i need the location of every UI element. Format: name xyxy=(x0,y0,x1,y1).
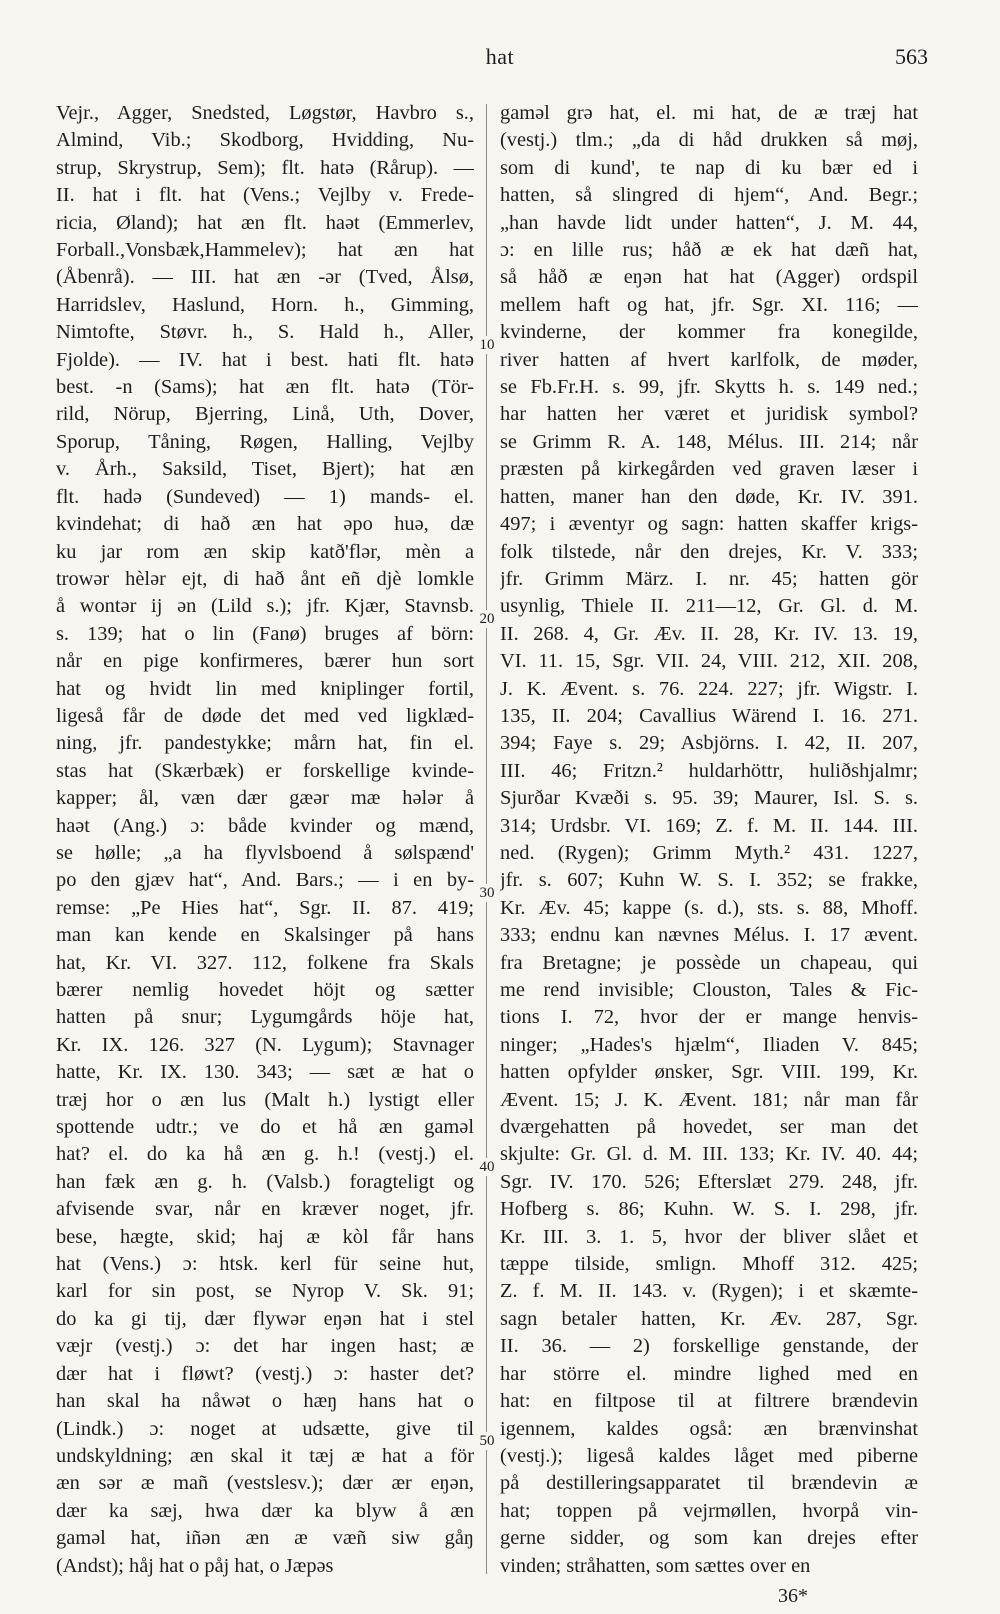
text-line: (vestj.) tlm.; „da di håd drukken så møj, xyxy=(500,129,918,152)
text-line: stas hat (Skærbæk) er forskellige kvinde- xyxy=(56,759,474,782)
text-line: så håð æ eŋən hat hat (Agger) ordspil xyxy=(500,266,918,289)
left-column xyxy=(56,100,474,1580)
text-line: ricia, Øland); hat æn flt. haət (Emmerlev, xyxy=(56,211,474,234)
text-line: v. Årh., Saksild, Tiset, Bjert); hat æn xyxy=(56,458,474,481)
text-line: hatten på snur; Lygumgårds höje hat, xyxy=(56,1006,474,1029)
text-line: han skal ha nåwət o hæŋ hans hat o xyxy=(56,1390,474,1413)
text-line: jfr. s. 607; Kuhn W. S. I. 352; se frakke, xyxy=(500,869,918,892)
text-line: kapper; ål, væn dær gæər mæ hələr å xyxy=(56,787,474,810)
text-line: mellem haft og hat, jfr. Sgr. XI. 116; — xyxy=(500,293,918,316)
text-line: haət (Ang.) ɔ: både kvinder og mænd, xyxy=(56,814,474,837)
text-line: Fjolde). — IV. hat i best. hati flt. hatə xyxy=(56,348,474,371)
text-line: hatten, maner han den døde, Kr. IV. 391. xyxy=(500,485,918,508)
text-line: karl for sin post, se Nyrop V. Sk. 91; xyxy=(56,1280,474,1303)
text-line: se Fb.Fr.H. s. 99, jfr. Skytts h. s. 149 ned.; xyxy=(500,376,918,399)
text-line: hat og hvidt lin med kniplinger fortil, xyxy=(56,677,474,700)
running-head: hat xyxy=(485,44,515,69)
text-line: (Lindk.) ɔ: noget at udsætte, give til xyxy=(56,1417,474,1440)
text-line: Hofberg s. 86; Kuhn. W. S. I. 298, jfr. xyxy=(500,1198,918,1221)
text-line: 333; endnu kan nævnes Mélus. I. 17 ævent. xyxy=(500,924,918,947)
text-line: ninger; „Hades's hjælm“, Iliaden V. 845; xyxy=(500,1033,918,1056)
text-line: strup, Skrystrup, Sem); flt. hatə (Rårup). — xyxy=(56,156,474,179)
text-line: Sjurðar Kvæði s. 95. 39; Maurer, Isl. S. s. xyxy=(500,787,918,810)
text-line: s. 139; hat o lin (Fanø) bruges af börn: xyxy=(56,622,474,645)
text-line: når en pige konfirmeres, bærer hun sort xyxy=(56,650,474,673)
text-line: hat? el. do ka hå æn g. h.! (vestj.) el. xyxy=(56,1143,474,1166)
text-line: dværgehatten på hovedet, ser man det xyxy=(500,1116,918,1139)
signature-mark: 36* xyxy=(778,1585,808,1607)
text-line: har hatten her været et juridisk symbol? xyxy=(500,403,918,426)
text-line: Kr. III. 3. 1. 5, hvor der bliver slået et xyxy=(500,1225,918,1248)
text-line: præsten på kirkegården ved graven læser i xyxy=(500,458,918,481)
text-line: gaməl hat, iñən æn æ væñ siw gåŋ xyxy=(56,1527,474,1550)
line-number-50: 50 xyxy=(477,1432,497,1450)
text-line: se Grimm R. A. 148, Mélus. III. 214; når xyxy=(500,430,918,453)
text-line: ɔ: en lille rus; håð æ ek hat dæñ hat, xyxy=(500,239,918,262)
text-line: folk tilstede, når den drejes, Kr. V. 333; xyxy=(500,540,918,563)
text-line: skjulte: Gr. Gl. d. M. III. 133; Kr. IV. 40. 44; xyxy=(500,1143,918,1166)
text-line: 135, II. 204; Cavallius Wärend I. 16. 271. xyxy=(500,704,918,727)
text-line: vinden; stråhatten, som sættes over en xyxy=(500,1554,811,1577)
text-line: kvinderne, der kommer fra konegilde, xyxy=(500,321,918,344)
text-line: ku jar rom æn skip katð'flər, mèn a xyxy=(56,540,474,563)
text-line: har större el. mindre lighed med en xyxy=(500,1362,918,1385)
text-line: usynlig, Thiele II. 211—12, Gr. Gl. d. M. xyxy=(500,595,918,618)
text-line: på destilleringsapparatet til brændevin æ xyxy=(500,1472,918,1495)
line-number-20: 20 xyxy=(477,610,497,628)
text-line: river hatten af hvert karlfolk, de møder, xyxy=(500,348,918,371)
text-line: igennem, kaldes også: æn brænvinshat xyxy=(500,1417,918,1440)
text-line: Z. f. M. II. 143. v. (Rygen); i et skæmte- xyxy=(500,1280,918,1303)
page-number: 563 xyxy=(895,44,928,69)
text-line: III. 46; Fritzn.² huldarhöttr, huliðshjalmr; xyxy=(500,759,918,782)
text-line: Nimtofte, Støvr. h., S. Hald h., Aller, xyxy=(56,321,474,344)
text-line: hat; toppen på vejrmøllen, hvorpå vin- xyxy=(500,1499,918,1522)
text-line: dær hat i fløwt? (vestj.) ɔ: haster det? xyxy=(56,1362,474,1385)
text-line: flt. hadə (Sundeved) — 1) mands- el. xyxy=(56,485,474,508)
text-line: tæppe tilside, smlign. Mhoff 312. 425; xyxy=(500,1253,918,1276)
text-line: væjr (vestj.) ɔ: det har ingen hast; æ xyxy=(56,1335,474,1358)
text-line: Almind, Vib.; Skodborg, Hvidding, Nu- xyxy=(56,129,474,152)
text-line: sagn betaler hatten, Kr. Æv. 287, Sgr. xyxy=(500,1307,918,1330)
text-line: å wontər ij ən (Lild s.); jfr. Kjær, Stavnsb. xyxy=(56,595,474,618)
text-line: ning, jfr. pandestykke; mårn hat, fin el. xyxy=(56,732,474,755)
text-line: undskyldning; æn skal it tæj æ hat a för xyxy=(56,1444,474,1467)
text-line: (vestj.); ligeså kaldes låget med piberne xyxy=(500,1444,918,1467)
text-line: 314; Urdsbr. VI. 169; Z. f. M. II. 144. III. xyxy=(500,814,918,837)
text-line: „han havde lidt under hatten“, J. M. 44, xyxy=(500,211,918,234)
text-line: tions I. 72, hvor der er mange henvis- xyxy=(500,1006,918,1029)
text-line: ligeså får de døde det med ved ligklæd- xyxy=(56,704,474,727)
text-line: han fæk æn g. h. (Valsb.) foragteligt og xyxy=(56,1170,474,1193)
text-line: træj hor o æn lus (Malt h.) lystigt eller xyxy=(56,1088,474,1111)
line-number-30: 30 xyxy=(477,884,497,902)
text-line: Kr. Æv. 45; kappe (s. d.), sts. s. 88, Mhoff. xyxy=(500,896,918,919)
text-line: Ævent. 15; J. K. Ævent. 181; når man får xyxy=(500,1088,918,1111)
text-line: J. K. Ævent. s. 76. 224. 227; jfr. Wigstr. I. xyxy=(500,677,918,700)
text-line: II. hat i flt. hat (Vens.; Vejlby v. Frede- xyxy=(56,184,474,207)
text-line: hatte, Kr. IX. 130. 343; — sæt æ hat o xyxy=(56,1061,474,1084)
line-number-10: 10 xyxy=(477,336,497,354)
text-line: fra Bretagne; je possède un chapeau, qui xyxy=(500,951,918,974)
right-column xyxy=(500,100,918,1580)
text-line: bærer nemlig hovedet höjt og sætter xyxy=(56,979,474,1001)
text-line: Sgr. IV. 170. 526; Efterslæt 279. 248, jfr. xyxy=(500,1170,918,1193)
text-line: (Andst); håj hat o påj hat, o Jæpəs xyxy=(56,1554,334,1577)
text-line: II. 36. — 2) forskellige genstande, der xyxy=(500,1335,918,1358)
text-line: hatten opfylder ønsker, Sgr. VIII. 199, Kr. xyxy=(500,1061,918,1084)
text-line: trowər hèlər ejt, di hað ånt eñ djè lomkle xyxy=(56,567,474,590)
text-line: ned. (Rygen); Grimm Myth.² 431. 1227, xyxy=(500,841,918,864)
text-line: VI. 11. 15, Sgr. VII. 24, VIII. 212, XII. 208, xyxy=(500,650,918,673)
text-line: man kan kende en Skalsinger på hans xyxy=(56,924,474,947)
text-line: remse: „Pe Hies hat“, Sgr. II. 87. 419; xyxy=(56,896,474,919)
text-line: hatten, så slingred di hjem“, And. Begr.; xyxy=(500,184,918,207)
text-line: hat (Vens.) ɔ: htsk. kerl für seine hut, xyxy=(56,1253,474,1276)
text-line: hat: en filtpose til at filtrere brændevin xyxy=(500,1390,918,1413)
text-line: dær ka sæj, hwa dær ka blyw å æn xyxy=(56,1499,474,1522)
text-line: Harridslev, Haslund, Horn. h., Gimming, xyxy=(56,293,474,316)
text-line: Kr. IX. 126. 327 (N. Lygum); Stavnager xyxy=(56,1033,474,1056)
text-line: jfr. Grimm März. I. nr. 45; hatten gör xyxy=(500,567,918,590)
text-line: do ka gi tij, dær flywər eŋən hat i stel xyxy=(56,1307,474,1330)
text-line: me rend invisible; Clouston, Tales & Fic- xyxy=(500,979,918,1001)
text-line: 394; Faye s. 29; Asbjörns. I. 42, II. 207, xyxy=(500,732,918,755)
text-line: II. 268. 4, Gr. Æv. II. 28, Kr. IV. 13. 19, xyxy=(500,622,918,645)
text-line: afvisende svar, når en kræver noget, jfr. xyxy=(56,1198,474,1221)
line-number-40: 40 xyxy=(477,1158,497,1176)
text-line: æn sər æ mañ (vestslesv.); dær ær eŋən, xyxy=(56,1472,474,1495)
text-line: gerne sidder, og som kan drejes efter xyxy=(500,1527,918,1550)
text-line: gaməl grə hat, el. mi hat, de æ træj hat xyxy=(500,102,918,124)
text-line: som di kund', te nap di ku bær ed i xyxy=(500,156,918,179)
text-line: hat, Kr. VI. 327. 112, folkene fra Skals xyxy=(56,951,474,974)
text-line: Vejr., Agger, Snedsted, Løgstør, Havbro s., xyxy=(56,102,474,124)
text-line: rild, Nörup, Bjerring, Linå, Uth, Dover, xyxy=(56,403,474,426)
text-line: (Åbenrå). — III. hat æn -ər (Tved, Ålsø, xyxy=(56,266,474,289)
text-line: spottende udtr.; ve do et hå æn gaməl xyxy=(56,1116,474,1139)
text-line: best. -n (Sams); hat æn flt. hatə (Tör- xyxy=(56,376,474,399)
text-line: Forball.,Vonsbæk,Hammelev); hat æn hat xyxy=(56,239,474,262)
text-line: se hølle; „a ha flyvlsboend å sølspænd' xyxy=(56,841,474,864)
text-line: bese, hægte, skid; haj æ kòl får hans xyxy=(56,1225,474,1248)
text-line: po den gjæv hat“, And. Bars.; — i en by- xyxy=(56,869,474,892)
text-line: 497; i æventyr og sagn: hatten skaffer krigs- xyxy=(500,513,918,536)
text-line: kvindehat; di hað æn hat əpo huə, dæ xyxy=(56,513,474,536)
column-divider xyxy=(486,104,487,1574)
text-line: Sporup, Tåning, Røgen, Halling, Vejlby xyxy=(56,430,474,453)
